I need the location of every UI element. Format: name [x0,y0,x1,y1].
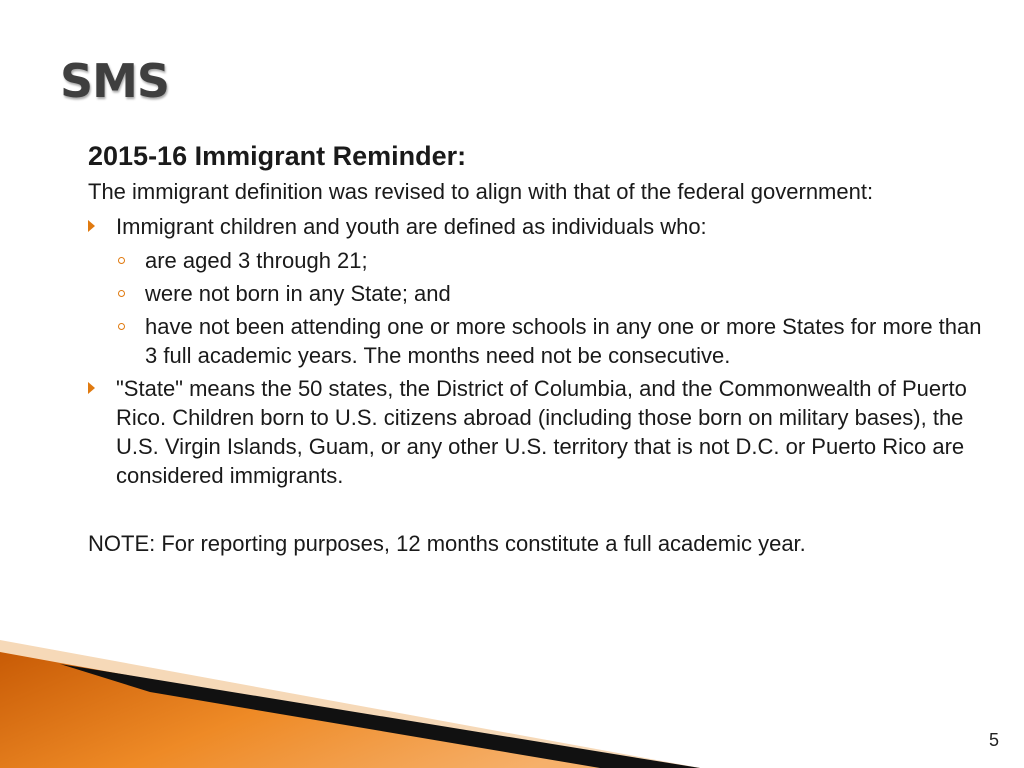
circle-bullet-icon [118,290,125,297]
bullet-item-state [88,374,988,490]
arrow-bullet-icon [88,382,95,394]
slide-body [88,138,988,558]
sub-bullet-item [88,312,988,370]
slide-title: SMS [60,54,170,108]
section-heading: 2015-16 Immigrant Reminder: [88,141,467,171]
sub-bullet-list [88,246,988,370]
sub-bullet-item [88,246,988,275]
sub-bullet-text: are aged 3 through 21; [145,248,368,273]
bullet-item-definition [88,212,988,241]
bullet-text: "State" means the 50 states, the District of Columbia, and the Commonwealth of Puerto Rico. Children born to U.S. citizens abroad (including those born on military bases), the U.S. Virgin Islands, Guam, or any other U.S. territory that is not D.C. or Puerto Rico are considered immigrants. [116,376,967,488]
sub-bullet-item [88,279,988,308]
bullet-text: Immigrant children and youth are defined as individuals who: [116,214,707,239]
sub-bullet-text: were not born in any State; and [145,281,451,306]
corner-decoration [0,640,700,768]
circle-bullet-icon [118,323,125,330]
arrow-bullet-icon [88,220,95,232]
note-text: NOTE: For reporting purposes, 12 months constitute a full academic year. [88,531,806,556]
intro-text: The immigrant definition was revised to align with that of the federal government: [88,179,874,204]
page-number: 5 [988,730,999,750]
circle-bullet-icon [118,257,125,264]
sub-bullet-text: have not been attending one or more schools in any one or more States for more than 3 full academic years. The months need not be consecutive. [145,314,982,368]
